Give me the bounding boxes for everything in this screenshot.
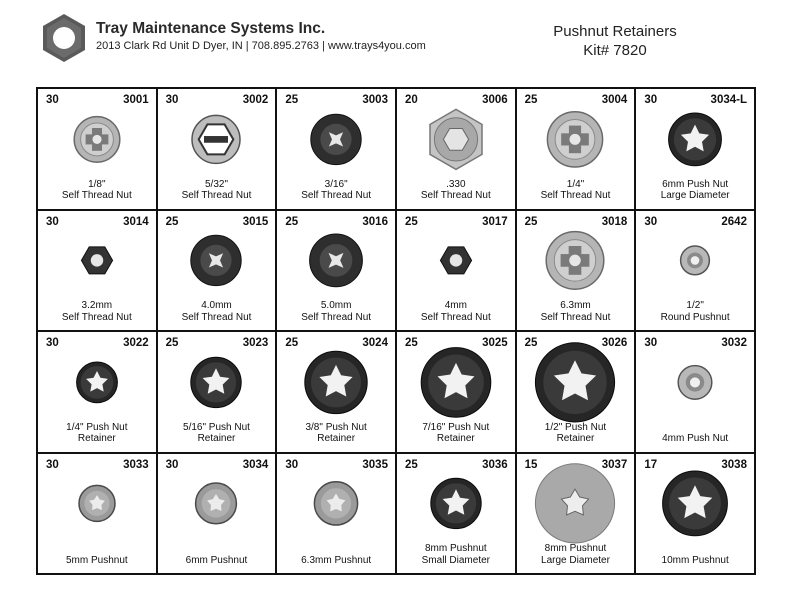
part-description — [638, 300, 752, 323]
kit-title-block — [520, 22, 710, 60]
description-line-2: Retainer — [317, 433, 356, 444]
part-number: 3034-L — [710, 94, 747, 106]
description-line-1: 6.3mm Pushnut — [301, 554, 372, 566]
part-cell — [158, 454, 276, 574]
part-description — [279, 555, 393, 567]
part-cell — [517, 332, 635, 452]
part-quantity: 25 — [404, 215, 418, 228]
description-line-2: Retainer — [556, 433, 595, 444]
company-name: Tray Maintenance Systems Inc. — [96, 20, 326, 37]
hex-nut-logo-icon — [40, 12, 88, 64]
part-quantity: 25 — [524, 337, 538, 349]
description-line-2: Self Thread Nut — [540, 190, 611, 201]
description-line-1: 5mm Pushnut — [65, 554, 128, 566]
part-cell — [158, 332, 276, 452]
parts-grid — [36, 87, 756, 575]
part-description — [399, 179, 513, 202]
description-line-1: 1/4" — [566, 178, 585, 190]
part-cell — [517, 211, 635, 331]
part-description — [40, 179, 154, 202]
part-quantity: 25 — [285, 94, 299, 106]
part-quantity: 20 — [404, 94, 418, 106]
part-quantity: 25 — [404, 458, 418, 471]
part-number: 3023 — [242, 337, 269, 349]
part-description — [638, 179, 752, 202]
description-line-1: 1/2" — [686, 300, 704, 311]
part-description — [279, 179, 393, 202]
part-description — [160, 300, 274, 323]
part-quantity: 17 — [644, 458, 658, 471]
part-description — [399, 422, 513, 445]
description-line-2: Retainer — [77, 433, 116, 444]
description-line-1: 6mm Pushnut — [185, 554, 248, 566]
part-description — [160, 422, 274, 445]
part-cell — [397, 454, 515, 574]
part-cell — [158, 211, 276, 331]
part-cell — [397, 332, 515, 452]
part-number: 3036 — [482, 458, 508, 471]
part-number: 3018 — [601, 215, 628, 228]
part-number: 3015 — [242, 215, 269, 228]
description-line-1: 5/32" — [204, 178, 228, 190]
part-quantity: 25 — [524, 215, 538, 228]
description-line-2: Large Diameter — [660, 190, 730, 201]
description-line-2: Self Thread Nut — [301, 190, 372, 201]
part-description — [638, 433, 752, 445]
description-line-1: 1/8" — [88, 178, 106, 190]
part-number: 3006 — [482, 94, 508, 106]
part-quantity: 30 — [165, 94, 179, 106]
part-description — [519, 300, 633, 323]
part-number: 3003 — [362, 94, 388, 106]
part-cell — [38, 211, 156, 331]
description-line-1: 3.2mm — [81, 300, 113, 311]
part-description — [160, 179, 274, 202]
part-cell — [636, 332, 754, 452]
part-quantity: 30 — [644, 94, 658, 106]
part-description — [279, 422, 393, 445]
part-number: 3034 — [242, 458, 269, 471]
part-quantity: 25 — [285, 337, 299, 349]
description-line-2: Round Pushnut — [660, 311, 730, 323]
description-line-1: 7/16" Push Nut — [422, 421, 490, 433]
description-line-2: Self Thread Nut — [181, 190, 252, 201]
part-cell — [277, 454, 395, 574]
description-line-2: Self Thread Nut — [420, 190, 491, 201]
part-number: 3001 — [123, 94, 149, 106]
description-line-2: Small Diameter — [421, 554, 490, 566]
description-line-1: 3/16" — [324, 178, 348, 190]
part-description — [519, 422, 633, 445]
part-cell — [38, 89, 156, 209]
part-cell — [158, 89, 276, 209]
part-number: 3037 — [601, 458, 628, 471]
part-number: 3022 — [123, 337, 149, 349]
part-number: 3024 — [362, 337, 388, 349]
part-number: 3025 — [482, 337, 508, 349]
part-number: 3017 — [482, 215, 508, 228]
description-line-1: 4mm Push Nut — [662, 433, 729, 444]
description-line-1: 8mm Pushnut — [424, 543, 487, 554]
part-quantity: 25 — [165, 215, 179, 228]
part-quantity: 15 — [524, 458, 538, 471]
part-number: 3032 — [721, 337, 747, 349]
description-line-2: Self Thread Nut — [301, 311, 372, 323]
part-quantity: 30 — [46, 94, 59, 106]
part-cell — [38, 332, 156, 452]
part-quantity: 30 — [46, 458, 59, 471]
description-line-1: 5.0mm — [320, 300, 352, 311]
description-line-2: Retainer — [436, 433, 475, 444]
part-quantity: 25 — [165, 337, 179, 349]
part-quantity: 30 — [285, 458, 299, 471]
part-number: 3004 — [601, 94, 628, 106]
part-number: 3035 — [362, 458, 388, 471]
description-line-1: 3/8" Push Nut — [305, 421, 367, 433]
part-description — [399, 300, 513, 323]
part-description — [160, 555, 274, 567]
part-number: 3026 — [601, 337, 628, 349]
part-cell — [636, 89, 754, 209]
description-line-1: 4.0mm — [201, 300, 232, 311]
part-cell — [277, 211, 395, 331]
description-line-2: Self Thread Nut — [420, 311, 491, 323]
description-line-2: Self Thread Nut — [61, 190, 132, 201]
part-quantity: 25 — [524, 94, 538, 106]
description-line-1: 10mm Pushnut — [661, 554, 729, 566]
description-line-2: Self Thread Nut — [540, 311, 611, 323]
part-quantity: 30 — [46, 337, 59, 349]
pushnut-icon — [636, 454, 754, 564]
description-line-1: 6.3mm — [560, 300, 591, 311]
part-number: 3033 — [123, 458, 149, 471]
description-line-1: 6mm Push Nut — [662, 178, 729, 190]
pushnut-icon — [277, 454, 395, 564]
description-line-1: 1/4" Push Nut — [66, 421, 128, 433]
part-cell — [38, 454, 156, 574]
description-line-2: Retainer — [197, 433, 236, 444]
kit-title: Pushnut Retainers — [553, 23, 677, 40]
part-cell — [277, 89, 395, 209]
part-description — [638, 555, 752, 567]
part-quantity: 30 — [644, 215, 658, 228]
pushnut-icon — [38, 454, 156, 564]
company-address: 2013 Clark Rd Unit D Dyer, IN | 708.895.2763 | www.trays4you.com — [96, 40, 426, 52]
part-cell — [277, 332, 395, 452]
part-description — [40, 300, 154, 323]
description-line-1: 8mm Pushnut — [544, 543, 607, 554]
part-description — [519, 179, 633, 202]
description-line-1: 4mm — [444, 300, 467, 311]
description-line-1: 1/2" Push Nut — [544, 421, 607, 433]
description-line-1: .330 — [446, 178, 466, 190]
part-quantity: 25 — [404, 337, 418, 349]
part-cell — [517, 89, 635, 209]
part-cell — [517, 454, 635, 574]
description-line-2: Large Diameter — [541, 554, 610, 566]
description-line-1: 5/16" Push Nut — [183, 421, 250, 433]
part-cell — [636, 211, 754, 331]
part-description — [40, 555, 154, 567]
push-nut-icon — [636, 332, 754, 442]
part-number: 3002 — [242, 94, 269, 106]
part-quantity: 30 — [46, 215, 59, 228]
description-line-2: Self Thread Nut — [61, 311, 132, 323]
part-cell — [636, 454, 754, 574]
part-number: 3038 — [721, 458, 747, 471]
part-number: 3014 — [123, 215, 149, 228]
part-quantity: 25 — [285, 215, 299, 228]
part-description — [40, 422, 154, 445]
part-cell — [397, 89, 515, 209]
part-number: 3016 — [362, 215, 388, 228]
part-cell — [397, 211, 515, 331]
part-description — [519, 543, 633, 566]
part-quantity: 30 — [644, 337, 658, 349]
description-line-2: Self Thread Nut — [181, 311, 252, 323]
part-description — [399, 543, 513, 566]
part-description — [279, 300, 393, 323]
pushnut-icon — [158, 454, 276, 564]
part-number: 2642 — [721, 215, 747, 228]
kit-number: Kit# 7820 — [583, 42, 647, 59]
part-quantity: 30 — [165, 458, 179, 471]
